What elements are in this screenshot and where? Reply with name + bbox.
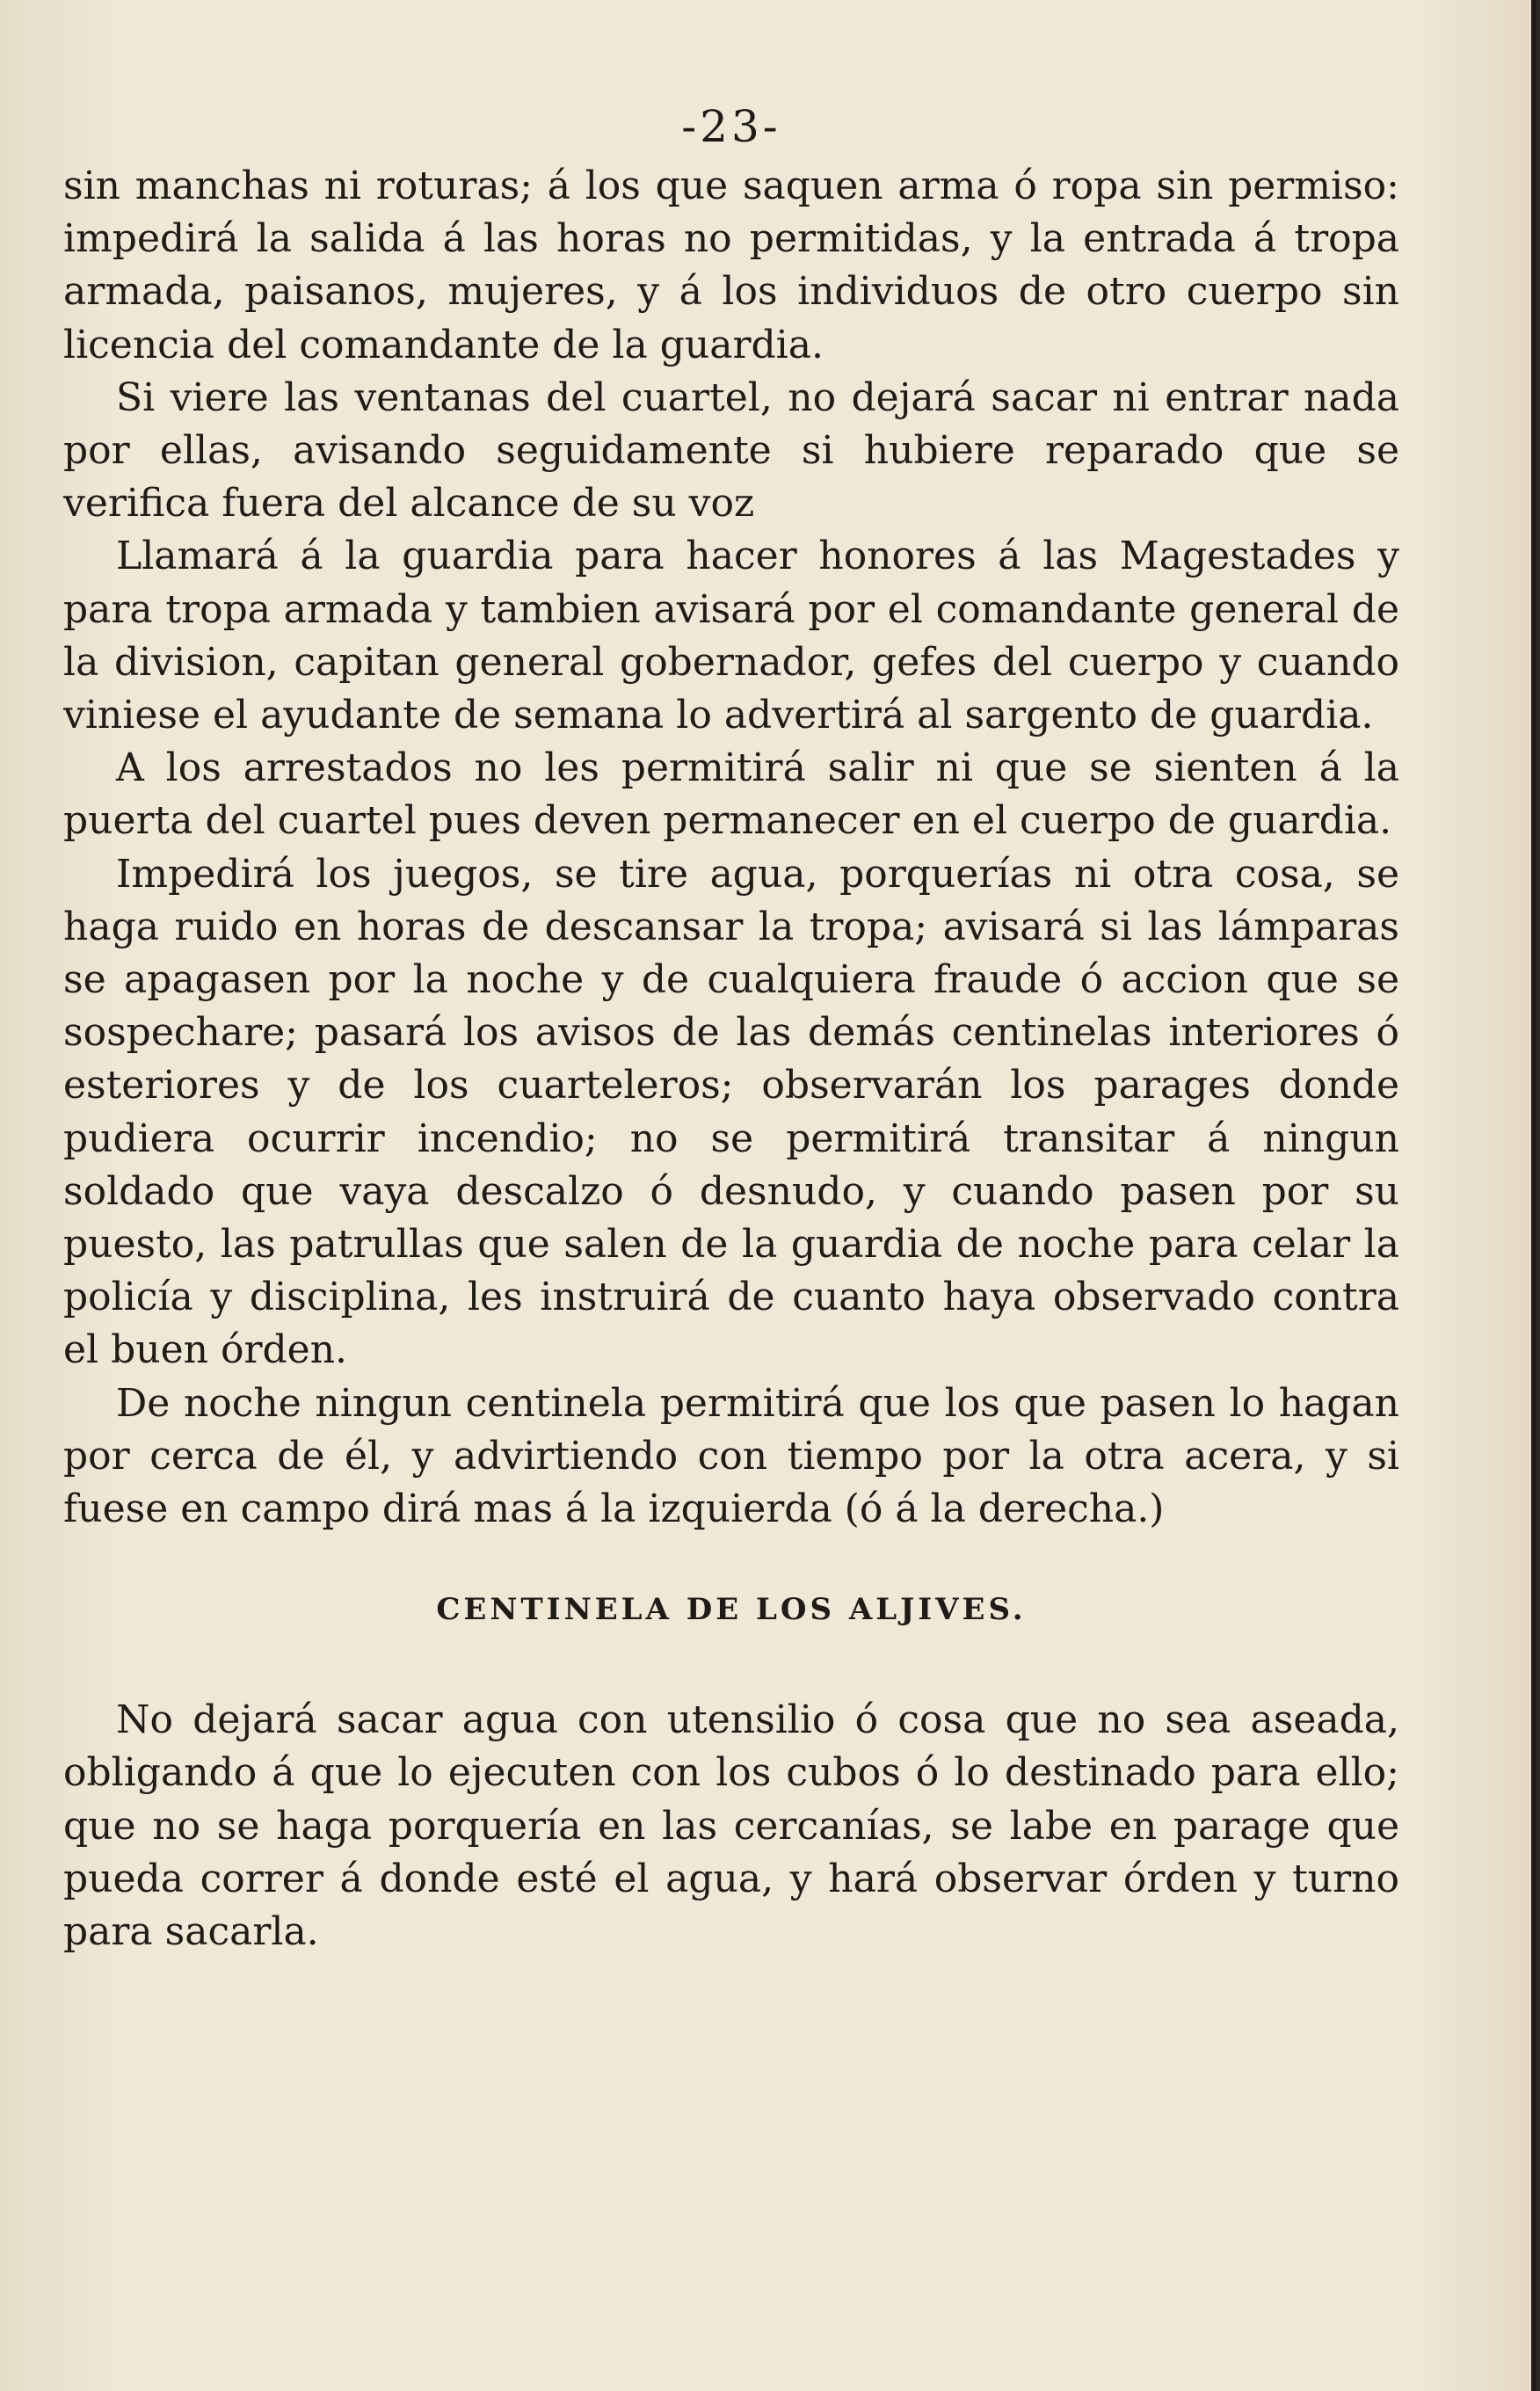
paragraph-night: De noche ningun centinela permitirá que los que pasen lo hagan por cerca de él, y advirtiendo con tiempo por la otra acera, y si fuese en campo dirá mas á la izquierda (ó á la derecha.) [63,1380,1399,1532]
page-text [63,98,1399,1959]
page-edge [1531,0,1536,2391]
section-heading: CENTINELA DE LOS ALJIVES. [436,1592,1027,1628]
page-number: -23- [681,101,781,152]
paragraph-aljives: No dejará sacar agua con utensilio ó cosa que no sea aseada, obligando á que lo ejecuten con los cubos ó lo destinado para ello; que no se haga porquería en las cercanías, se labe en parage que pueda correr á donde esté el agua, y hará observar órden y turno para sacarla. [63,1697,1399,1955]
paragraph-continuation: sin manchas ni roturas; á los que saquen arma ó ropa sin permiso: impedirá la salida á las horas no permitidas, y la entrada á tropa armada, paisanos, mujeres, y á los individuos de otro cuerpo sin licencia del comandante de la guardia. [63,164,1399,367]
paragraph-arrested: A los arrestados no les permitirá salir ni que se sienten á la puerta del cuartel pues deven permanecer en el cuerpo de guardia. [63,745,1399,844]
paragraph-games: Impedirá los juegos, se tire agua, porquerías ni otra cosa, se haga ruido en horas de descansar la tropa; avisará si las lámparas se apagasen por la noche y de cualquiera fraude ó accion que se sospechare; pasará los avisos de las demás centinelas interiores ó esteriores y de los cuarteleros; observarán los parages donde pudiera ocurrir incendio; no se permitirá transitar á ningun soldado que vaya descalzo ó desnudo, y cuando pasen por su puesto, las patrullas que salen de la guardia de noche para celar la policía y disciplina, les instruirá de cuanto haya observado contra el buen órden. [63,851,1399,1373]
paragraph-honors: Llamará á la guardia para hacer honores á las Magestades y para tropa armada y tambien avisará por el comandante general de la division, capitan general gobernador, gefes del cuerpo y cuando viniese el ayudante de semana lo advertirá al sargento de guardia. [63,534,1399,738]
paragraph-windows: Si viere las ventanas del cuartel, no dejará sacar ni entrar nada por ellas, avisando seguidamente si hubiere reparado que se verifica fuera del alcance de su voz [63,374,1399,527]
